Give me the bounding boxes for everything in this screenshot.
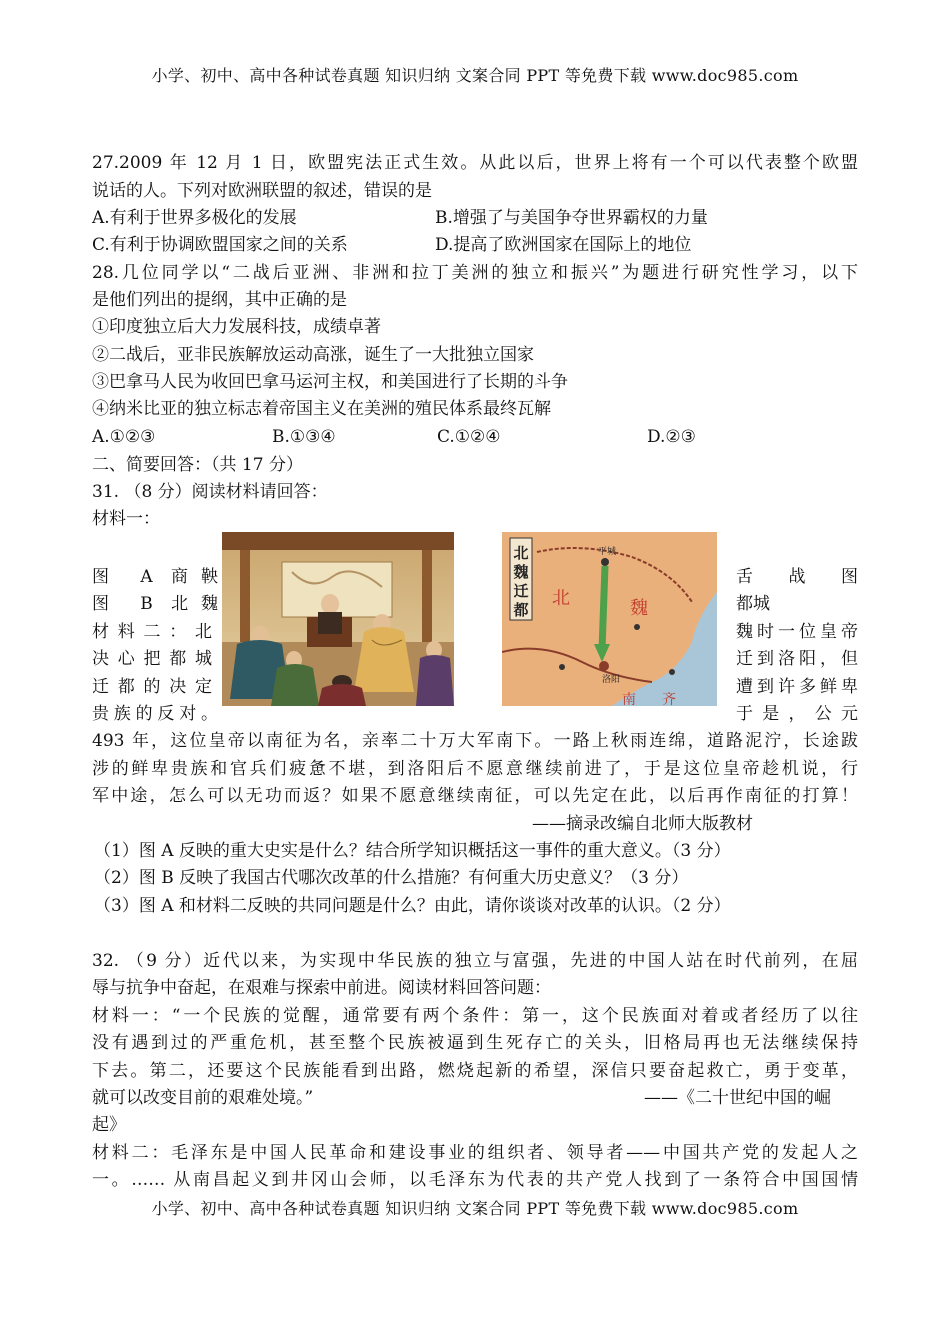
q28-item-2: ②二战后，亚非民族解放运动高涨，诞生了一大批独立国家	[92, 345, 534, 365]
q31-material2-right-2: 迁到洛阳，但	[736, 649, 858, 669]
q31-material2-left-2: 决心把都城	[92, 649, 212, 669]
figure-a-shang-yang-debate-painting	[222, 532, 454, 706]
q32-material1-line1: 材料一：“一个民族的觉醒，通常要有两个条件：第一，这个民族面对着或者经历了以往	[92, 1006, 858, 1026]
q28-stem-line2: 是他们列出的提纲，其中正确的是	[92, 290, 347, 310]
q27-option-a: A.有利于世界多极化的发展	[92, 208, 297, 228]
q27-option-d: D.提高了欧洲国家在国际上的地位	[435, 235, 692, 255]
q31-subquestion-1: （1）图 A 反映的重大史实是什么？结合所学知识概括这一事件的重大意义。（3 分）	[94, 841, 731, 861]
q28-item-4: ④纳米比亚的独立标志着帝国主义在美洲的殖民体系最终瓦解	[92, 399, 551, 419]
q32-material1-line4: 就可以改变目前的艰难处境。”	[92, 1088, 314, 1108]
figure-b-caption-right: 都城	[736, 594, 770, 614]
q32-material2-line2: 一。…… 从南昌起义到井冈山会师，以毛泽东为代表的共产党人找到了一条符合中国国情	[92, 1170, 858, 1190]
figure-a-caption-left: 图 A 商鞅	[92, 567, 218, 587]
q31-material2-right-3: 遭到许多鲜卑	[736, 677, 858, 697]
map-title-char-2: 魏	[513, 563, 529, 581]
q32-stem-line1: 32. （9 分）近代以来，为实现中华民族的独立与富强，先进的中国人站在时代前列，在屈	[92, 951, 858, 971]
map-label-pingcheng: 平城	[598, 547, 617, 557]
map-title-char-1: 北	[513, 544, 529, 562]
q27-stem-line1: 27.2009 年 12 月 1 日，欧盟宪法正式生效。从此以后，世界上将有一个可以代表整个欧盟	[92, 153, 858, 173]
q31-material2-left-1: 材料二：北	[92, 622, 212, 642]
section-2-heading: 二、简要回答：（共 17 分）	[92, 455, 303, 475]
page-footer: 小学、初中、高中各种试卷真题 知识归纳 文案合同 PPT 等免费下载 www.doc985.com	[151, 1199, 799, 1218]
page-header: 小学、初中、高中各种试卷真题 知识归纳 文案合同 PPT 等免费下载 www.doc985.com	[151, 66, 799, 85]
figure-b-northern-wei-capital-map	[502, 532, 717, 706]
q31-material2-source: ——摘录改编自北师大版教材	[532, 814, 753, 834]
q31-material2-left-3: 迁都的决定	[92, 677, 212, 697]
map-label-nan: 南	[622, 692, 636, 706]
q31-material2-line6: 涉的鲜卑贵族和官兵们疲惫不堪，到洛阳后不愿意继续前进了，于是这位皇帝趁机说，行	[92, 759, 858, 779]
q32-material1-line2: 没有遇到过的严重危机，甚至整个民族被逼到生死存亡的关头，旧格局再也无法继续保持	[92, 1033, 858, 1053]
q32-stem-line2: 辱与抗争中奋起，在艰难与探索中前进。阅读材料回答问题：	[92, 978, 551, 998]
q28-item-1: ①印度独立后大力发展科技，成绩卓著	[92, 317, 381, 337]
q31-material2-line5: 493 年，这位皇帝以南征为名，亲率二十万大军南下。一路上秋雨连绵，道路泥泞，长途跋	[92, 731, 858, 751]
q28-option-a: A.①②③	[92, 427, 156, 447]
map-title-char-3: 迁	[513, 582, 529, 600]
figure-a-caption-right: 舌 战 图	[736, 567, 858, 587]
q28-option-b: B.①③④	[272, 427, 336, 447]
q27-option-c: C.有利于协调欧盟国家之间的关系	[92, 235, 348, 255]
q31-subquestion-2: （2）图 B 反映了我国古代哪次改革的什么措施？有何重大历史意义？（3 分）	[94, 868, 689, 888]
q28-option-d: D.②③	[647, 427, 696, 447]
q31-material2-line7: 军中途，怎么可以无功而返？如果不愿意继续南征，可以先定在此，以后再作南征的打算！	[92, 786, 858, 806]
q31-material2-right-4: 于是，公元	[736, 704, 858, 724]
q28-item-3: ③巴拿马人民为收回巴拿马运河主权，和美国进行了长期的斗争	[92, 372, 568, 392]
q31-material2-right-1: 魏时一位皇帝	[736, 622, 858, 642]
q31-material1-label: 材料一：	[92, 509, 160, 529]
q28-stem-line1: 28.几位同学以“二战后亚洲、非洲和拉丁美洲的独立和振兴”为题进行研究性学习，以下	[92, 263, 858, 283]
figure-b-caption-left: 图 B 北魏	[92, 594, 218, 614]
q32-material1-source-end: 起》	[92, 1115, 126, 1135]
q31-material2-left-4: 贵族的反对。	[92, 704, 218, 724]
map-label-bei: 北	[552, 588, 570, 609]
q32-material1-line3: 下去。第二，还要这个民族能看到出路，燃烧起新的希望，深信只要奋起救亡，勇于变革，	[92, 1061, 858, 1081]
map-label-luoyang: 洛阳	[602, 675, 621, 685]
q31-title: 31. （8 分）阅读材料请回答：	[92, 482, 328, 502]
q28-option-c: C.①②④	[437, 427, 501, 447]
q27-stem-line2: 说话的人。下列对欧洲联盟的叙述，错误的是	[92, 181, 432, 201]
map-label-qi: 齐	[662, 692, 676, 706]
q32-material2-line1: 材料二：毛泽东是中国人民革命和建设事业的组织者、领导者——中国共产党的发起人之	[92, 1143, 858, 1163]
map-title-char-4: 都	[513, 601, 529, 619]
q32-material1-source: ——《二十世纪中国的崛	[644, 1088, 831, 1108]
q31-subquestion-3: （3）图 A 和材料二反映的共同问题是什么？由此，请你谈谈对改革的认识。（2 分）	[94, 896, 731, 916]
q27-option-b: B.增强了与美国争夺世界霸权的力量	[435, 208, 708, 228]
map-label-wei: 魏	[630, 598, 648, 619]
